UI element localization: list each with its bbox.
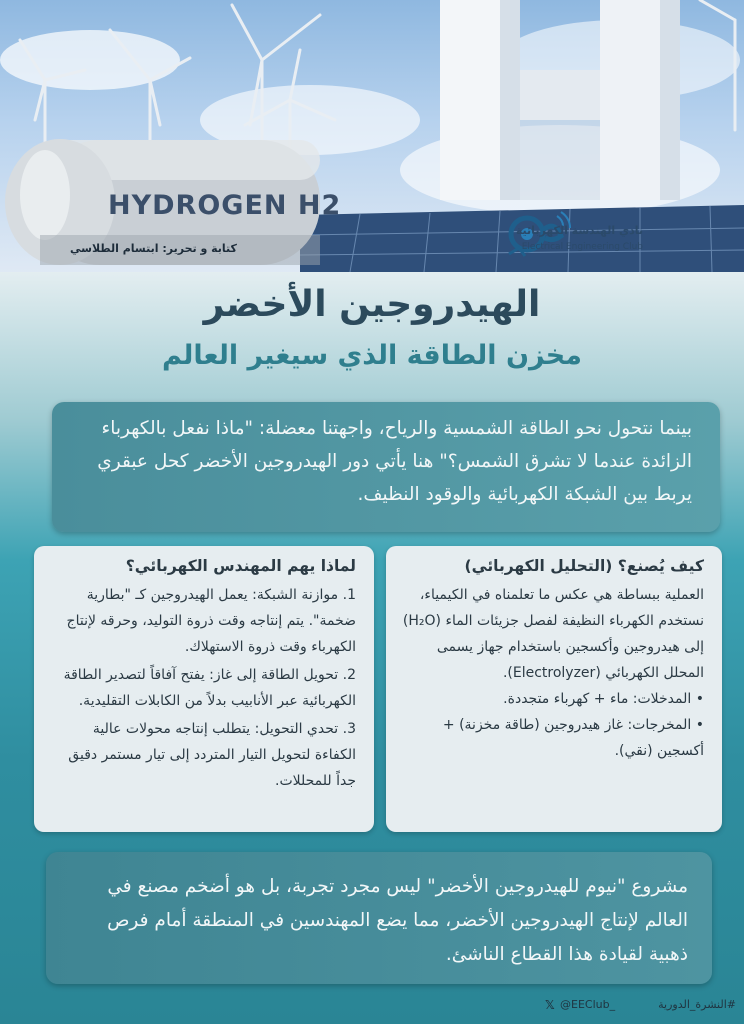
how-made-body: العملية ببساطة هي عكس ما تعلمناه في الكيمياء، نستخدم الكهرباء النظيفة لفصل جزيئات الماء (H₂O) إلى هيدروجين وأكسجين باستخدام جهاز يسمى المحلل الكهربائي (Electrolyzer). (402, 587, 704, 681)
why-point: 3. تحدي التحويل: يتطلب إنتاجه محولات عالية الكفاءة لتحويل التيار المتردد إلى تيار مستمر دقيق جداً للمحللات. (68, 721, 356, 789)
tank-label: HYDROGEN H2 (108, 190, 342, 221)
why-matters-heading: لماذا يهم المهندس الكهربائي؟ (125, 557, 356, 575)
byline: كتابة و تحرير: ابتسام الطلاسي (70, 242, 237, 255)
intro-box (52, 402, 720, 532)
club-name-ar: نادي الهندسة الكهربائية (515, 224, 643, 237)
club-name-en: Electrical Engineering Club (521, 242, 643, 252)
why-point: 2. تحويل الطاقة إلى غاز: يفتح آفاقاً لتصدير الطاقة الكهربائية عبر الأنابيب بدلاً من الكابلات التقليدية. (63, 667, 356, 709)
why-matters-card (34, 546, 374, 832)
how-made-card (386, 546, 722, 832)
header-image (0, 0, 744, 272)
list-item: • المخرجات: غاز هيدروجين (طاقة مخزنة) + أكسجين (نقي). (396, 712, 704, 764)
how-made-list (386, 686, 722, 764)
intro-text: بينما نتحول نحو الطاقة الشمسية والرياح، واجهتنا معضلة: "ماذا نفعل بالكهرباء الزائدة عندما لا تشرق الشمس؟" هنا يأتي دور الهيدروجين الأخضر كحل عبقري يربط بين الشبكة الكهربائية والوقود النظيف. (97, 418, 692, 505)
outro-text: مشروع "نيوم للهيدروجين الأخضر" ليس مجرد تجربة، بل هو أضخم مصنع في العالم لإنتاج الهيدروجين الأخضر، مما يضع المهندسين في المنطقة أمام فرص ذهبية لقيادة هذا القطاع الناشئ. (107, 876, 688, 965)
why-point: 1. موازنة الشبكة: يعمل الهيدروجين كـ "بطارية ضخمة". يتم إنتاجه وقت ذروة التوليد، وحرقه لإنتاج الكهرباء وقت ذروة الاستهلاك. (66, 587, 356, 655)
hashtag[interactable]: #النشرة_الدورية (658, 998, 736, 1011)
page-subtitle: مخزن الطاقة الذي سيغير العالم (162, 340, 582, 371)
page-title: الهيدروجين الأخضر (203, 284, 541, 325)
how-made-heading: كيف يُصنع؟ (التحليل الكهربائي) (464, 557, 704, 575)
list-item: • المدخلات: ماء + كهرباء متجددة. (396, 686, 704, 712)
social-handle[interactable]: @EEClub_ (560, 998, 616, 1011)
footer (0, 996, 744, 1018)
club-logo-block (505, 210, 725, 270)
outro-box (46, 852, 712, 984)
x-logo-icon: 𝕏 (545, 998, 555, 1012)
